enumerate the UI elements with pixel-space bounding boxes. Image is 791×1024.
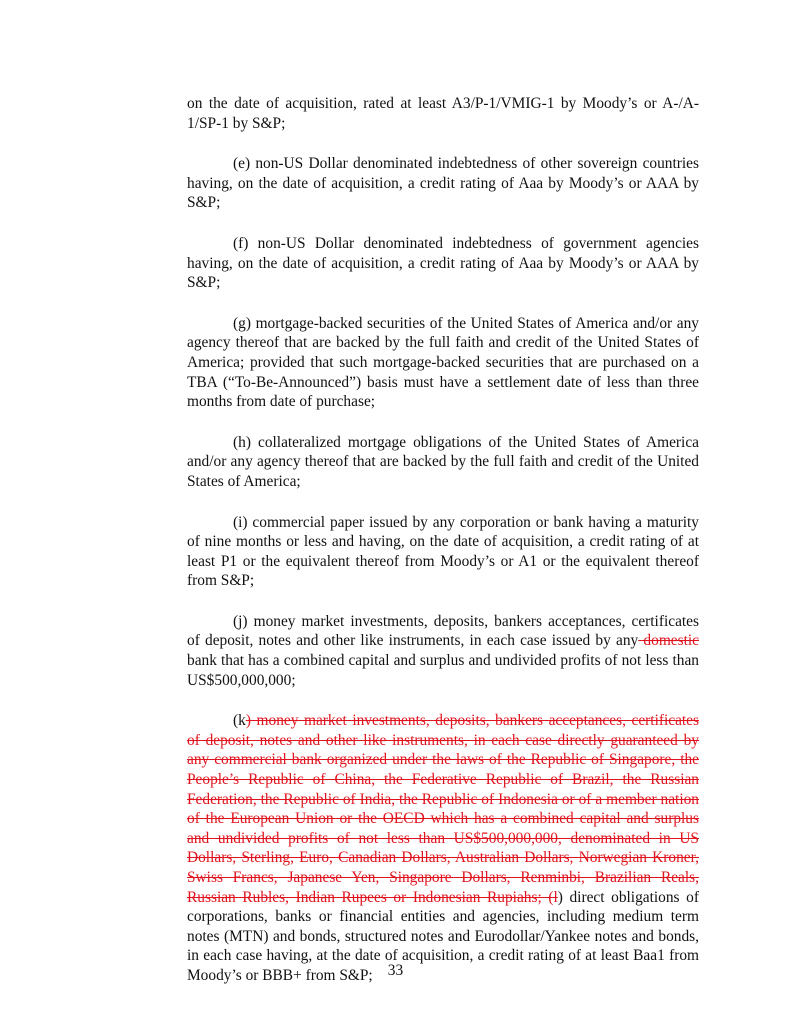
paragraph-k-rest: ) direct obligations of corporations, banks or financial entities and agencies, including medium term notes (MTN) and bonds, structured notes and Eurodollar/Yankee notes and bonds, in each case having, at the date of acquisition, a credit rating of at least Baa1 from Moody’s or BBB+ from S&P; — [187, 888, 699, 984]
paragraph-i: (i) commercial paper issued by any corporation or bank having a maturity of nine months or less and having, on the date of acquisition, a credit rating of at least P1 or the equivalent thereof from Moody’s or A1 or the equivalent thereof from S&P; — [187, 513, 699, 590]
page-number: 33 — [387, 962, 404, 979]
paragraph-j — [187, 612, 699, 690]
paragraph-k-start: (k — [233, 712, 246, 730]
deleted-text-domestic: domestic — [638, 632, 699, 650]
paragraph-h: (h) collateralized mortgage obligations of the United States of America and/or any agency thereof that are backed by the full faith and credit of the United States of America; — [187, 433, 699, 490]
paragraph-g: (g) mortgage-backed securities of the United States of America and/or any agency thereof that are backed by the full faith and credit of the United States of America; provided that such mortgage-backed securities that are purchased on a TBA (“To-Be-Announced”) basis must have a settlement date of less than three months from date of purchase; — [187, 314, 699, 411]
deleted-text-paragraph-k: ) money market investments, deposits, bankers acceptances, certificates of deposit, notes and other like instruments, in each case directly guaranteed by any commercial bank organized under the laws of the Republic of Singapore, the People’s Republic of China, the Federative Republic of Brazil, the Russian Federation, the Republic of India, the Republic of Indonesia or of a member nation of the European Union or the OECD which has a combined capital and surplus and undivided profits of not less than US$500,000,000, denominated in US Dollars, Sterling, Euro, Canadian Dollars, Australian Dollars, Norwegian Kroner, Swiss Francs, Japanese Yen, Singapore Dollars, Renminbi, Brazilian Reals, Russian Rubles, Indian Rupees or Indonesian Rupiahs; (l — [187, 712, 699, 906]
paragraph-k — [187, 711, 699, 985]
paragraph-f: (f) non-US Dollar denominated indebtedness of government agencies having, on the date of acquisition, a credit rating of Aaa by Moody’s or AAA by S&P; — [187, 234, 699, 292]
paragraph-e: (e) non-US Dollar denominated indebtedness of other sovereign countries having, on the date of acquisition, a credit rating of Aaa by Moody’s or AAA by S&P; — [187, 155, 699, 212]
paragraph-j-text-after: bank that has a combined capital and surplus and undivided profits of not less than US$500,000,000; — [187, 652, 699, 689]
document-body — [187, 94, 699, 1007]
paragraph-j-text-before: (j) money market investments, deposits, bankers acceptances, certificates of deposit, notes and other like instruments, in each case issued by any — [187, 612, 699, 650]
paragraph-continuation: on the date of acquisition, rated at least A3/P-1/VMIG-1 by Moody’s or A-/A-1/SP-1 by S&P; — [187, 95, 699, 132]
